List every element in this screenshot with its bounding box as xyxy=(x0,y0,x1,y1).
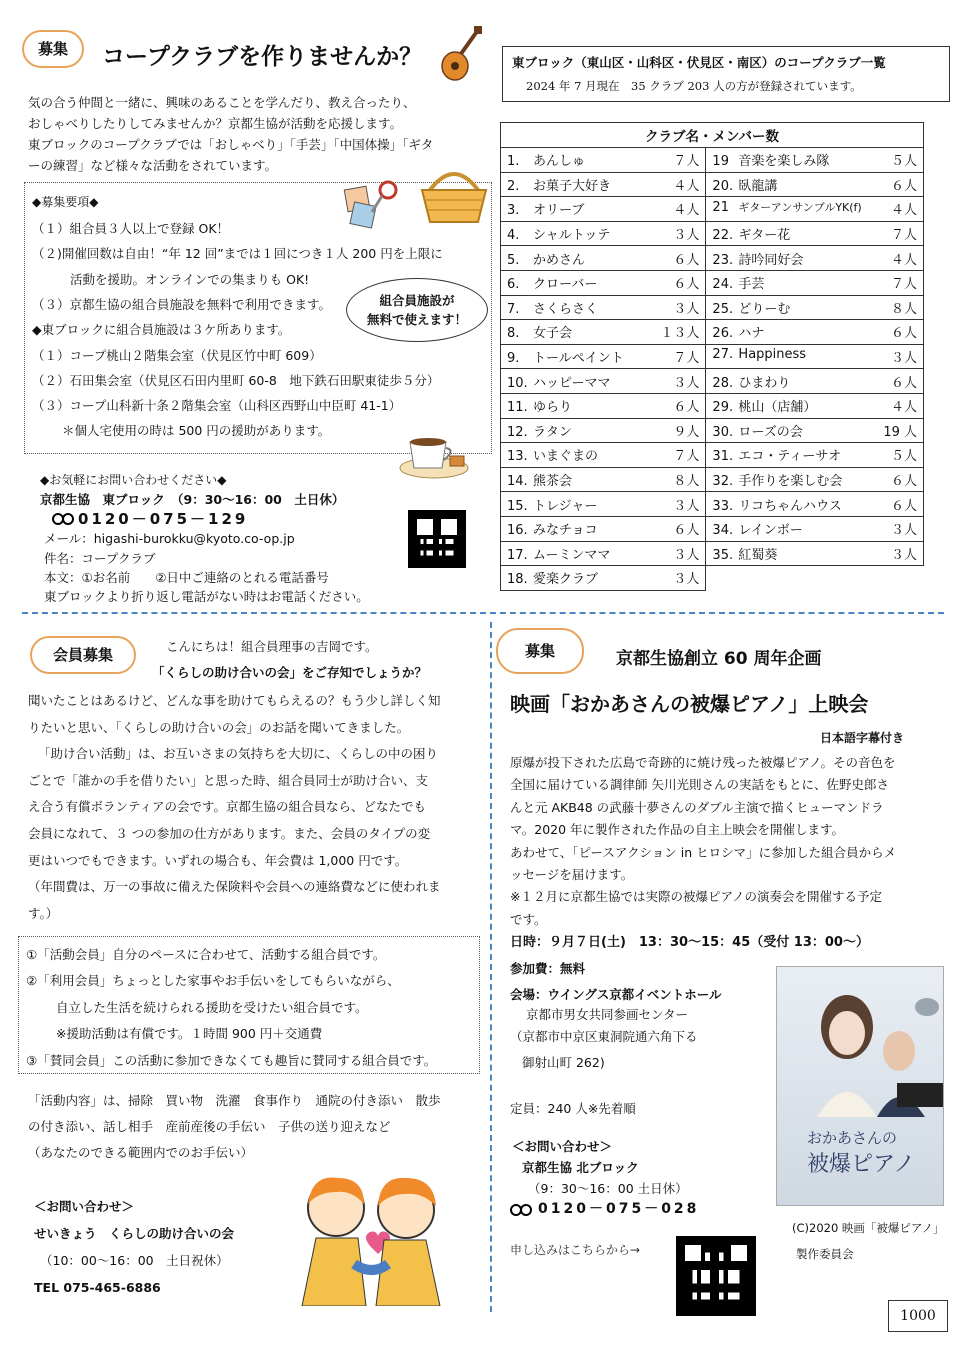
club-number: 22. xyxy=(712,228,734,244)
club-cell-left xyxy=(501,443,706,468)
member-question: 「くらしの助け合いの会」をご存知でしょうか？ xyxy=(152,665,428,680)
club-member-count: ５人 xyxy=(890,154,917,170)
club-number: 35. xyxy=(712,547,734,563)
club-member-count: ６人 xyxy=(890,474,917,490)
movie-body-line: ※１２月に京都生協では実際の被爆ピアノの演奏会を開催する予定 xyxy=(510,889,882,905)
member-body-line: 聞いたことはあるけど、どんな事を助けてもらえるの？もう少し詳しく知 xyxy=(28,693,441,708)
table-row xyxy=(501,320,924,345)
requirement-line: （１）コープ桃山２階集会室（伏見区竹中町 609） xyxy=(32,347,322,363)
club-cell-left xyxy=(501,344,706,369)
club-name: ゆらり xyxy=(533,400,573,416)
club-cell-right xyxy=(706,566,924,591)
club-member-count: ７人 xyxy=(673,449,700,465)
table-row xyxy=(501,369,924,394)
member-body-line: 会員になれて、３ つの参加の仕方があります。また、会員のタイプの変 xyxy=(28,826,431,841)
requirement-line: （３）京都生協の組合員施設を無料で利用できます。 xyxy=(32,296,332,312)
club-number: 13. xyxy=(507,449,528,465)
bubble-line-1: 組合員施設が xyxy=(379,293,455,308)
movie-body-line: んと元 AKB48 の武藤十夢さんのダブル主演で描くヒューマンドラ xyxy=(510,799,884,815)
club-name: ギターアンサンブルYK(f) xyxy=(738,201,862,215)
club-number: 10. xyxy=(507,375,528,391)
movie-contact-line: ＜お問い合わせ＞ xyxy=(512,1139,613,1154)
club-member-count: ６人 xyxy=(673,277,700,293)
table-row xyxy=(501,221,924,246)
coop-club-qr-code[interactable] xyxy=(408,510,466,568)
member-tag: 会員募集 xyxy=(30,636,136,674)
member-body-line: 更はいつでもできます。いずれの場合も、年会費は 1,000 円です。 xyxy=(28,852,408,868)
club-cell-left xyxy=(501,295,706,320)
club-cell-right xyxy=(706,295,924,320)
movie-date: 日時：９月７日(土) 13：30～15：45（受付 13：00～） xyxy=(510,935,869,950)
club-member-count: ４人 xyxy=(890,203,917,219)
club-name: シャルトッテ xyxy=(533,228,611,244)
club-cell-left xyxy=(501,270,706,295)
intro-line: 気の合う仲間と一緒に、興味のあることを学んだり、教え合ったり、 xyxy=(28,95,416,110)
table-row xyxy=(501,467,924,492)
requirement-line: ◆東ブロックに組合員施設は３ケ所あります。 xyxy=(32,322,291,338)
club-name: 手芸 xyxy=(738,277,765,293)
club-name: トレジャー xyxy=(533,498,598,514)
club-number: 15. xyxy=(507,498,528,514)
club-number: 19 xyxy=(712,154,729,170)
member-contact-line: ＜お問い合わせ＞ xyxy=(34,1199,135,1214)
club-member-count: ４人 xyxy=(890,252,917,268)
club-name: リコちゃんハウス xyxy=(738,498,842,514)
club-member-count: ４人 xyxy=(890,400,917,416)
club-cell-right xyxy=(706,467,924,492)
club-number: 27. xyxy=(712,347,734,363)
club-name: エコ・ティーサオ xyxy=(738,449,842,465)
club-cell-right xyxy=(706,516,924,541)
coffee-icon xyxy=(398,424,472,480)
club-member-count: ３人 xyxy=(673,572,700,588)
table-row xyxy=(501,393,924,418)
page-number-box: 1000 xyxy=(888,1300,948,1332)
member-contact-line: せいきょう くらしの助け合いの会 xyxy=(34,1226,235,1241)
table-row xyxy=(501,270,924,295)
club-number: 20. xyxy=(712,178,734,194)
club-number: 1. xyxy=(507,154,520,170)
club-name: ハナ xyxy=(738,326,765,342)
activity-line: （あなたのできる範囲内でのお手伝い） xyxy=(28,1145,254,1160)
coop-club-title: コープクラブを作りませんか？ xyxy=(102,44,423,70)
club-number: 8. xyxy=(507,326,520,342)
club-name: 音楽を楽しみ隊 xyxy=(738,154,830,170)
table-row xyxy=(501,172,924,197)
club-name: お菓子大好き xyxy=(533,178,612,194)
member-greeting: こんにちは！組合員理事の吉岡です。 xyxy=(166,639,378,654)
holding-hands-illustration xyxy=(288,1168,454,1306)
member-type-line: ※援助活動は有償です。１時間 900 円＋交通費 xyxy=(56,1026,323,1042)
club-cell-left xyxy=(501,172,706,197)
table-row xyxy=(501,418,924,443)
club-member-count: ９人 xyxy=(673,424,700,440)
poster-credit-2: 製作委員会 xyxy=(796,1247,854,1261)
craft-icon xyxy=(342,174,406,230)
movie-contact-line: 0120－075－028 xyxy=(538,1201,700,1217)
horizontal-divider xyxy=(22,612,944,614)
contact-line: 本文：①お名前 ②日中ご連絡のとれる電話番号 xyxy=(44,570,329,585)
table-row xyxy=(501,246,924,271)
club-number: 30. xyxy=(712,424,734,440)
club-name: 熊茶会 xyxy=(533,474,573,490)
club-cell-right xyxy=(706,418,924,443)
club-number: 34. xyxy=(712,523,734,539)
movie-body-line: 原爆が投下された広島で奇跡的に焼け残った被爆ピアノ。その音色を xyxy=(510,755,896,770)
club-name: さくらさく xyxy=(533,301,599,317)
club-name: いまぐまの xyxy=(533,449,599,465)
club-cell-left xyxy=(501,369,706,394)
club-name: 愛楽クラブ xyxy=(533,572,599,588)
table-row xyxy=(501,197,924,222)
requirement-line: ＊個人宅使用の時は 500 円の援助があります。 xyxy=(62,423,331,439)
club-cell-left xyxy=(501,492,706,517)
club-name: 臥龍講 xyxy=(738,178,778,194)
intro-line: 東ブロックのコープクラブでは「おしゃべり」「手芸」「中国体操」「ギタ xyxy=(28,137,434,152)
club-name: どりーむ xyxy=(738,301,791,317)
club-member-count: ６人 xyxy=(673,252,700,268)
basket-icon xyxy=(416,164,492,226)
club-cell-right xyxy=(706,443,924,468)
requirement-line: （１）組合員３人以上で登録 OK！ xyxy=(32,221,230,236)
club-member-count: ６人 xyxy=(890,178,917,194)
movie-contact-line: （9：30～16：00 土日休） xyxy=(528,1181,688,1196)
club-name: 桃山（店舗） xyxy=(738,400,817,416)
club-name: クローバー xyxy=(533,277,598,293)
club-member-count: ３人 xyxy=(673,228,700,244)
club-cell-right xyxy=(706,344,924,369)
club-name: 詩吟同好会 xyxy=(738,252,804,268)
club-member-count: １３人 xyxy=(660,326,700,342)
member-body-line: す。） xyxy=(28,905,59,921)
movie-body-line: マ。2020 年に製作された作品の自主上映会を開催します。 xyxy=(510,822,845,838)
club-cell-left xyxy=(501,221,706,246)
club-number: 21 xyxy=(712,200,729,216)
club-number: 24. xyxy=(712,277,734,293)
club-name: Happiness xyxy=(738,347,807,363)
club-cell-right xyxy=(706,541,924,566)
movie-poster xyxy=(776,966,944,1206)
movie-address-2: 御射山町 262) xyxy=(522,1055,605,1070)
table-row xyxy=(501,148,924,173)
club-name: ハッピーママ xyxy=(533,375,611,391)
club-member-count: 19 人 xyxy=(883,424,917,440)
poster-title-1: おかあさんの xyxy=(807,1129,898,1147)
club-name: トールペイント xyxy=(533,351,624,367)
club-member-count: ７人 xyxy=(673,154,700,170)
free-dial-icon xyxy=(510,1203,532,1217)
club-member-count: ５人 xyxy=(890,449,917,465)
movie-body-line: あわせて、「ピースアクション in ヒロシマ」に参加した組合員からメ xyxy=(510,844,897,860)
club-cell-left xyxy=(501,197,706,222)
movie-address-1: （京都市中京区東洞院通六角下る xyxy=(510,1029,698,1044)
club-list-subtitle: 2024 年 7 月現在 35 クラブ 203 人の方が登録されています。 xyxy=(526,79,862,93)
club-name: オリーブ xyxy=(533,203,585,219)
club-number: 16. xyxy=(507,523,528,539)
club-number: 25. xyxy=(712,301,734,317)
club-number: 9. xyxy=(507,351,520,367)
club-number: 12. xyxy=(507,424,528,440)
club-cell-left xyxy=(501,467,706,492)
club-number: 17. xyxy=(507,547,528,563)
contact-line: ◆お気軽にお問い合わせください◆ xyxy=(40,473,227,487)
table-row xyxy=(501,443,924,468)
movie-fee: 参加費：無料 xyxy=(510,961,586,976)
table-row xyxy=(501,516,924,541)
member-body-line: （年間費は、万一の事故に備えた保険料や会員への連絡費などに使われま xyxy=(28,879,441,895)
club-member-count: ３人 xyxy=(673,547,700,563)
club-cell-left xyxy=(501,418,706,443)
contact-line: 件名：コープクラブ xyxy=(44,550,156,566)
member-contact-line: TEL 075-465-6886 xyxy=(34,1280,161,1295)
club-name: ムーミンママ xyxy=(533,547,611,563)
movie-body-line: です。 xyxy=(510,911,547,927)
club-table xyxy=(500,122,924,591)
requirement-line: （３）コープ山科新十条２階集会室（山科区西野山中臣町 41-1） xyxy=(32,398,402,414)
club-name: ひまわり xyxy=(738,375,791,391)
club-name: ラタン xyxy=(533,424,572,440)
club-name: 手作りを楽しむ会 xyxy=(738,474,843,490)
club-number: 6. xyxy=(507,277,520,293)
club-cell-left xyxy=(501,516,706,541)
activity-line: 「活動内容」は、掃除 買い物 洗濯 食事作り 通院の付き添い 散歩 xyxy=(28,1093,441,1108)
club-name: ギター花 xyxy=(738,228,791,244)
guitar-icon xyxy=(438,24,486,84)
intro-line: ーの練習」など様々な活動をされています。 xyxy=(28,158,278,173)
movie-qr-code[interactable] xyxy=(676,1236,756,1316)
movie-body-line: 全国に届けている調律師 矢川光則さんの実話をもとに、佐野史郎さ xyxy=(510,777,889,793)
movie-tag: 募集 xyxy=(496,628,584,674)
contact-line: 京都生協 東ブロック （9：30～16：00 土日休） xyxy=(40,492,345,508)
table-row xyxy=(501,492,924,517)
member-type-line: ①「活動会員」自分のペースに合わせて、活動する組合員です。 xyxy=(26,947,386,962)
club-name: レインボー xyxy=(738,523,803,539)
club-table-header: クラブ名・メンバー数 xyxy=(501,123,924,148)
movie-title: 映画「おかあさんの被爆ピアノ」上映会 xyxy=(510,692,869,716)
club-cell-left xyxy=(501,320,706,345)
member-body-line: ごとで「誰かの手を借りたい」と思った時、組合員同士が助け合い、支 xyxy=(28,772,429,788)
club-list-title: 東ブロック（東山区・山科区・伏見区・南区）のコープクラブ一覧 xyxy=(512,55,886,70)
club-member-count: ７人 xyxy=(890,277,917,293)
club-cell-right xyxy=(706,148,924,173)
club-name: 紅蜀葵 xyxy=(738,547,778,563)
club-member-count: ４人 xyxy=(673,178,700,194)
club-cell-left xyxy=(501,393,706,418)
club-cell-left xyxy=(501,566,706,591)
contact-line: 東ブロックより折り返し電話がない時はお電話ください。 xyxy=(44,589,369,605)
bubble-line-2: 無料で使えます！ xyxy=(366,312,467,327)
club-cell-left xyxy=(501,148,706,173)
club-cell-right xyxy=(706,393,924,418)
movie-venue-sub: 京都市男女共同参画センター xyxy=(526,1007,689,1022)
club-name: ローズの会 xyxy=(738,424,803,440)
contact-line: メール：higashi-burokku@kyoto.co-op.jp xyxy=(44,531,295,547)
table-row xyxy=(501,295,924,320)
club-member-count: ３人 xyxy=(673,301,700,317)
table-row xyxy=(501,566,924,591)
member-type-line: ③「賛同会員」この活動に参加できなくても趣旨に賛同する組合員です。 xyxy=(26,1052,437,1068)
poster-title-2: 被爆ピアノ xyxy=(807,1152,916,1177)
subtitle-note: 日本語字幕付き xyxy=(820,731,905,745)
club-number: 2. xyxy=(507,178,520,194)
apply-link[interactable]: 申し込みはこちらから→ xyxy=(510,1243,641,1257)
club-cell-right xyxy=(706,172,924,197)
activity-line: の付き添い、話し相手 産前産後の手伝い 子供の送り迎えなど xyxy=(28,1119,391,1134)
club-cell-right xyxy=(706,197,924,222)
table-row xyxy=(501,541,924,566)
club-number: 11. xyxy=(507,400,528,416)
club-member-count: ３人 xyxy=(890,351,917,367)
club-name: あんしゅ xyxy=(533,154,586,170)
club-number: 7. xyxy=(507,301,520,317)
club-member-count: ８人 xyxy=(890,301,917,317)
club-number: 32. xyxy=(712,474,734,490)
club-number: 28. xyxy=(712,375,734,391)
member-type-line: ②「利用会員」ちょっとした家事やお手伝いをしてもらいながら、 xyxy=(26,973,400,989)
club-number: 5. xyxy=(507,252,520,268)
club-name: 女子会 xyxy=(533,326,573,342)
club-number: 23. xyxy=(712,252,734,268)
movie-contact-line: 京都生協 北ブロック xyxy=(522,1160,639,1175)
free-facility-bubble xyxy=(346,278,488,342)
member-type-line: 自立した生活を続けられる援助を受けたい組合員です。 xyxy=(56,999,368,1015)
requirements-title: ◆募集要項◆ xyxy=(32,195,99,209)
club-cell-right xyxy=(706,246,924,271)
member-body-line: え合う有償ボランティアの会です。京都生協の組合員なら、どなたでも xyxy=(28,799,427,815)
club-member-count: ６人 xyxy=(890,326,917,342)
club-number: 26. xyxy=(712,326,734,342)
movie-body-line: ッセージを届けます。 xyxy=(510,867,634,882)
movie-venue: 会場：ウイングス京都イベントホール xyxy=(510,987,722,1002)
club-number: 33. xyxy=(712,498,734,514)
club-member-count: ３人 xyxy=(673,375,700,391)
club-cell-left xyxy=(501,246,706,271)
club-cell-right xyxy=(706,369,924,394)
requirement-line: （２）石田集会室（伏見区石田内里町 60-8 地下鉄石田駅東徒歩５分） xyxy=(32,372,440,388)
club-member-count: ６人 xyxy=(890,498,917,514)
club-member-count: ３人 xyxy=(673,498,700,514)
requirement-line: （２)開催回数は自由！“年 12 回”までは１回につき１人 200 円を上限に xyxy=(32,246,443,262)
vertical-divider xyxy=(490,622,492,1312)
club-name: みなチョコ xyxy=(533,523,598,539)
club-number: 31. xyxy=(712,449,734,465)
club-cell-right xyxy=(706,492,924,517)
poster-credit-1: (C)2020 映画「被爆ピアノ」 xyxy=(792,1221,945,1235)
free-dial-icon xyxy=(52,512,74,526)
club-member-count: ７人 xyxy=(890,228,917,244)
club-number: 4. xyxy=(507,228,520,244)
movie-capacity: 定員：240 人※先着順 xyxy=(510,1101,636,1116)
club-member-count: ７人 xyxy=(673,351,700,367)
club-cell-right xyxy=(706,320,924,345)
club-cell-right xyxy=(706,270,924,295)
club-member-count: ８人 xyxy=(673,474,700,490)
club-member-count: ３人 xyxy=(890,547,917,563)
club-number: 14. xyxy=(507,474,528,490)
member-contact-line: （10：00～16：00 土日祝休） xyxy=(40,1253,229,1268)
requirement-line: 活動を援助。オンラインでの集まりも OK! xyxy=(70,271,310,287)
member-body-line: りたいと思い、「くらしの助け合いの会」のお話を聞いてきました。 xyxy=(28,719,410,735)
club-member-count: ６人 xyxy=(673,400,700,416)
club-number: 18. xyxy=(507,572,528,588)
club-cell-left xyxy=(501,541,706,566)
contact-line: 0120－075－129 xyxy=(78,509,249,528)
club-cell-right xyxy=(706,221,924,246)
club-member-count: ４人 xyxy=(673,203,700,219)
coop-club-tag: 募集 xyxy=(22,30,84,68)
club-number: 29. xyxy=(712,400,734,416)
club-member-count: ３人 xyxy=(890,523,917,539)
club-name: かめさん xyxy=(533,252,586,268)
intro-line: おしゃべりしたりしてみませんか？京都生協が活動を応援します。 xyxy=(28,116,403,131)
table-row xyxy=(501,344,924,369)
movie-heading: 京都生協創立 60 周年企画 xyxy=(616,649,822,669)
club-member-count: ６人 xyxy=(673,523,700,539)
member-body-line: 「助け合い活動」は、お互いさまの気持ちを大切に、くらしの中の困り xyxy=(38,746,439,762)
club-number: 3. xyxy=(507,203,520,219)
club-member-count: ６人 xyxy=(890,375,917,391)
